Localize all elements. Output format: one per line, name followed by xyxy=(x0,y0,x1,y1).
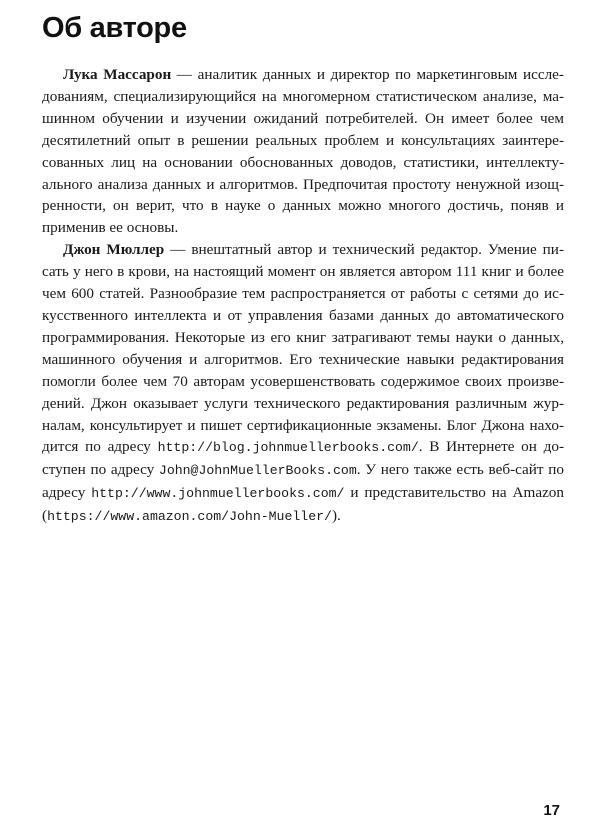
author-paragraph-massaron xyxy=(42,64,564,239)
author-bio: — внештатный автор и технический редактор. Умение писать у него в крови, на настоящий момент он является автором 111 книг и более чем 600 статей. Разнообразие тем распространяется от работы с сетями до искусственного интеллекта и от управления базами данных до автоматического программирования. Некоторые из его книг затрагивают темы науки о данных, машинного обучения и алгоритмов. Его технические навыки редактирования помогли более чем 70 авторам усовершенствовать содержимое своих произведений. Джон оказывает услуги технического редактирования различным журналам, консультирует и пишет сертификационные экзамены. Блог Джона находится по адресу xyxy=(42,241,564,456)
author-bio: . В Интернете он доступен по адресу xyxy=(42,438,564,479)
website-url: http://www.johnmuellerbooks.com/ xyxy=(91,486,345,502)
blog-url: http://blog.johnmuellerbooks.com/ xyxy=(157,440,419,456)
author-name: Лука Массарон xyxy=(63,66,172,83)
email-address: John@JohnMuellerBooks.com xyxy=(158,463,357,479)
author-name: Джон Мюллер xyxy=(63,241,165,259)
author-bio: ). xyxy=(331,507,341,525)
page-number: 17 xyxy=(543,802,560,819)
author-bio: — аналитик данных и директор по маркетинговым исследованиям, специализирующийся на многомерном статистическом анализе, машинном обучении и изучении ожиданий потребителей. Он имеет более чем десятилетний опыт в решении реальных проблем и консультациях заинтересованных лиц на основании обоснованных доводов, статистики, интеллектуального анализа данных и алгоритмов. Предпочитая простоту ненужной изощренности, он верит, что в науке о данных можно многого достичь, поняв и применив ее основы. xyxy=(42,66,564,237)
author-bio: . У него также есть веб-сайт по адресу xyxy=(42,461,564,502)
author-bio: и представительство на Amazon ( xyxy=(42,484,564,525)
author-paragraph-mueller xyxy=(42,239,564,528)
body-text xyxy=(42,64,564,528)
page-title: Об авторе xyxy=(42,12,187,44)
amazon-url: https://www.amazon.com/John-Mueller/ xyxy=(47,509,332,525)
